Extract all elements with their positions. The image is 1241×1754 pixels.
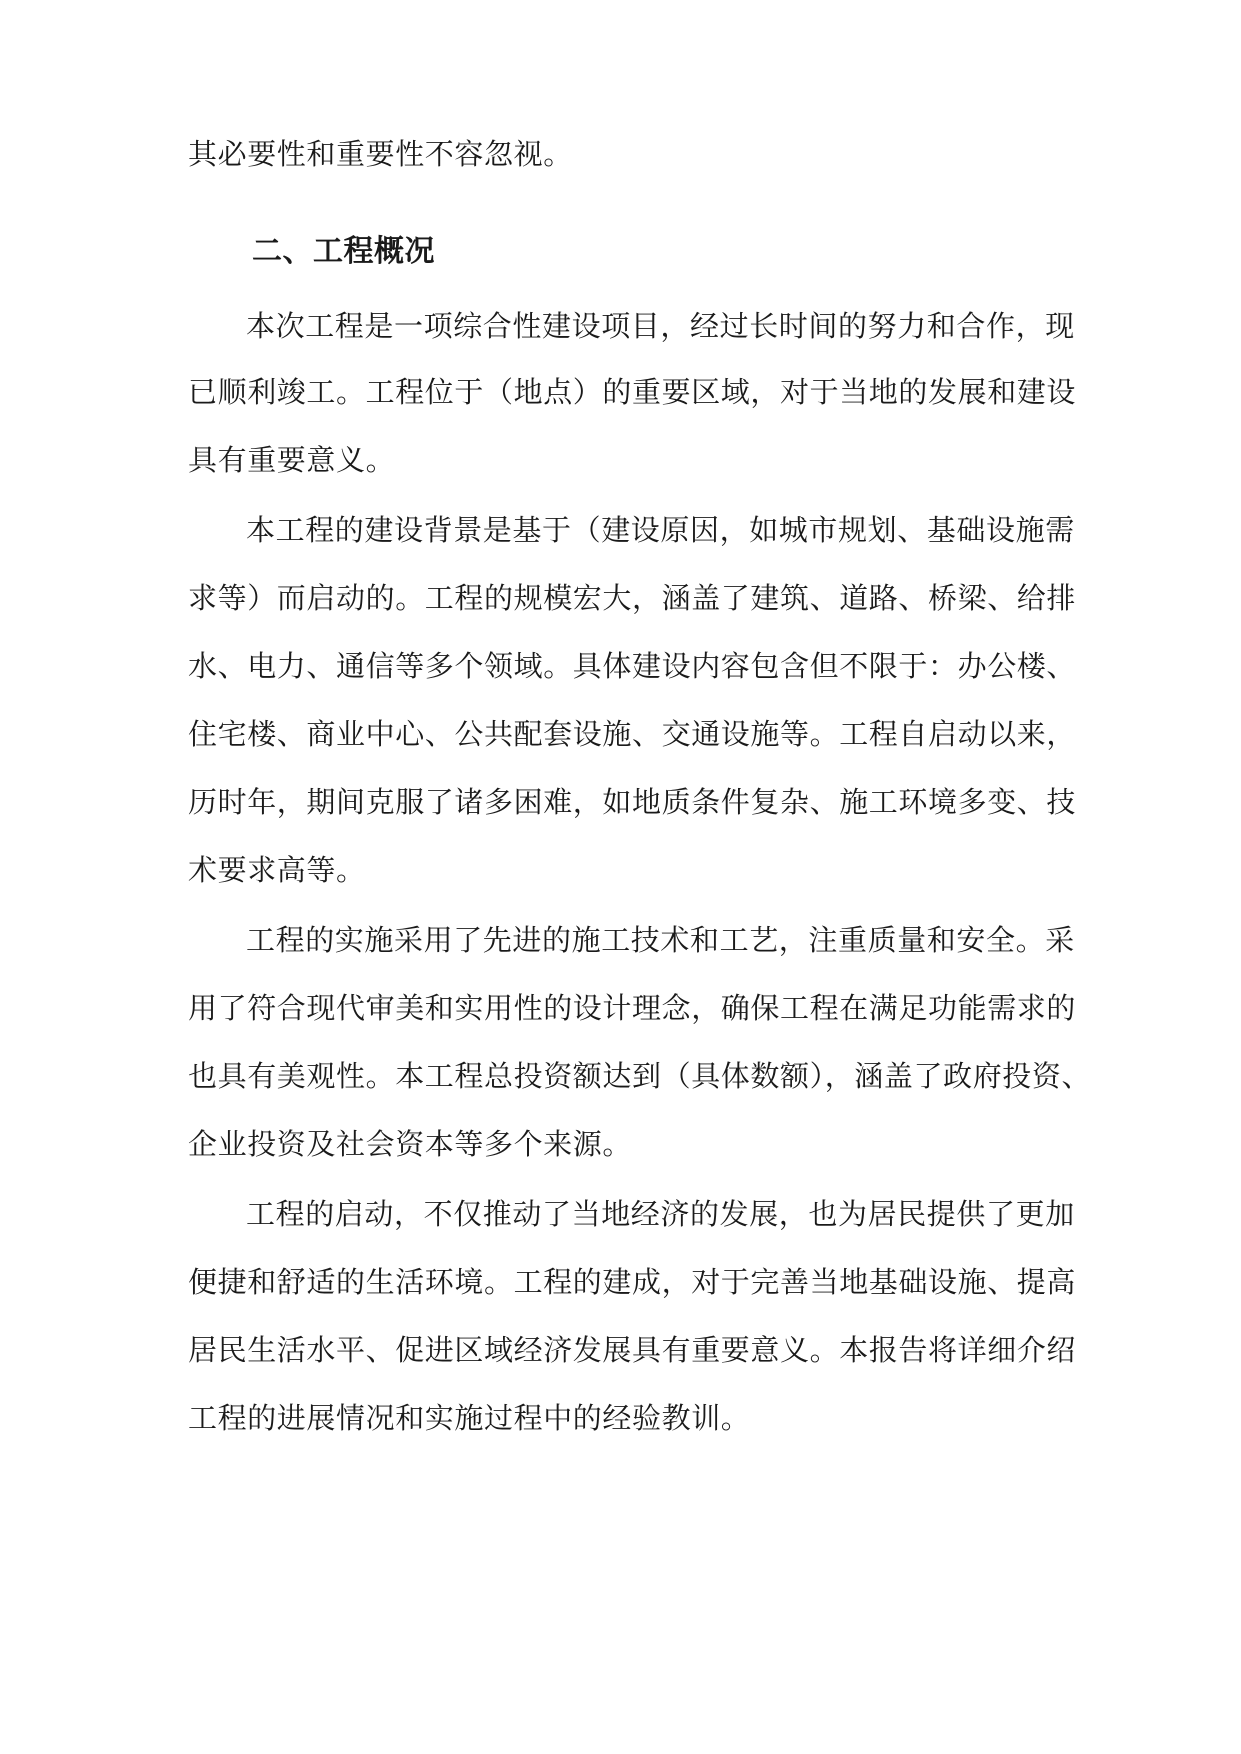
text-line: 工程的启动，不仅推动了当地经济的发展，也为居民提供了更加 xyxy=(246,1197,1075,1231)
text-line: 居民生活水平、促进区域经济发展具有重要意义。本报告将详细介绍 xyxy=(188,1333,1077,1367)
text-line: 水、电力、通信等多个领域。具体建设内容包含但不限于：办公楼、 xyxy=(188,649,1077,683)
text-line: 本工程的建设背景是基于（建设原因，如城市规划、基础设施需 xyxy=(246,513,1075,547)
text-line: 其必要性和重要性不容忽视。 xyxy=(188,137,573,171)
text-line: 本次工程是一项综合性建设项目，经过长时间的努力和合作，现 xyxy=(246,309,1075,343)
text-line: 术要求高等。 xyxy=(188,853,366,887)
section-heading: 二、工程概况 xyxy=(252,234,435,269)
text-line: 也具有美观性。本工程总投资额达到（具体数额），涵盖了政府投资、 xyxy=(188,1059,1092,1093)
text-line: 便捷和舒适的生活环境。工程的建成，对于完善当地基础设施、提高 xyxy=(188,1265,1077,1299)
text-line: 工程的实施采用了先进的施工技术和工艺，注重质量和安全。采 xyxy=(246,923,1075,957)
text-line: 具有重要意义。 xyxy=(188,443,396,477)
text-line: 住宅楼、商业中心、公共配套设施、交通设施等。工程自启动以来， xyxy=(188,717,1077,751)
text-line: 历时年，期间克服了诸多困难，如地质条件复杂、施工环境多变、技 xyxy=(188,785,1077,819)
text-line: 已顺利竣工。工程位于（地点）的重要区域，对于当地的发展和建设 xyxy=(188,375,1077,409)
text-line: 用了符合现代审美和实用性的设计理念，确保工程在满足功能需求的 xyxy=(188,991,1077,1025)
text-line: 求等）而启动的。工程的规模宏大，涵盖了建筑、道路、桥梁、给排 xyxy=(188,581,1077,615)
text-line: 企业投资及社会资本等多个来源。 xyxy=(188,1127,633,1161)
text-line: 工程的进展情况和实施过程中的经验教训。 xyxy=(188,1401,751,1435)
